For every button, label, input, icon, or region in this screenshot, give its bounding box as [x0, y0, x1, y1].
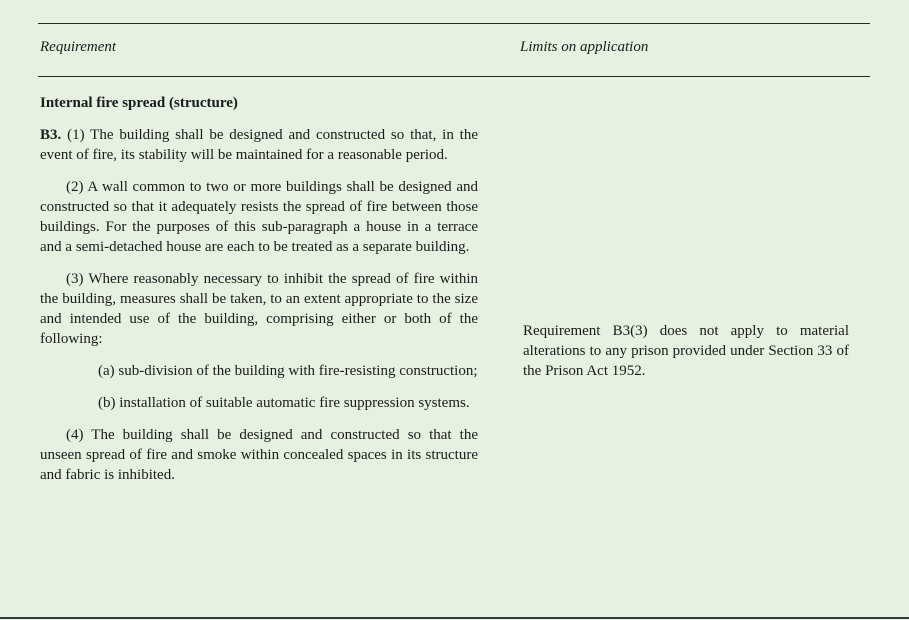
requirement-column	[40, 93, 478, 497]
paragraph-2: (2) A wall common to two or more buildings shall be designed and constructed so that it adequately resists the spread of fire between those buildings. For the purposes of this sub-paragraph a house in a terrace and a semi-detached house are each to be treated as a separate building.	[40, 179, 478, 255]
header-rule	[38, 76, 870, 77]
section-title: Internal fire spread (structure)	[40, 95, 238, 111]
limits-header: Limits on application	[520, 39, 649, 55]
requirement-header: Requirement	[40, 39, 117, 55]
paragraph-1-text: (1) The building shall be designed and constructed so that, in the event of fire, its stability will be maintained for a reasonable period.	[40, 127, 478, 163]
paragraph-1	[40, 125, 478, 165]
paragraph-4: (4) The building shall be designed and constructed so that the unseen spread of fire and smoke within concealed spaces in its structure and fabric is inhibited.	[40, 427, 478, 483]
bottom-rule	[0, 617, 909, 619]
b3-label: B3.	[40, 127, 62, 143]
limits-text: Requirement B3(3) does not apply to material alterations to any prison provided under Section 33 of the Prison Act 1952.	[523, 323, 849, 379]
paragraph-3: (3) Where reasonably necessary to inhibit the spread of fire within the building, measures shall be taken, to an extent appropriate to the size and intended use of the building, comprising either or both of the following:	[40, 271, 478, 347]
paragraph-3b: (b) installation of suitable automatic fire suppression systems.	[98, 395, 470, 411]
top-rule	[38, 23, 870, 24]
paragraph-3a: (a) sub-division of the building with fire-resisting construction;	[98, 363, 478, 379]
